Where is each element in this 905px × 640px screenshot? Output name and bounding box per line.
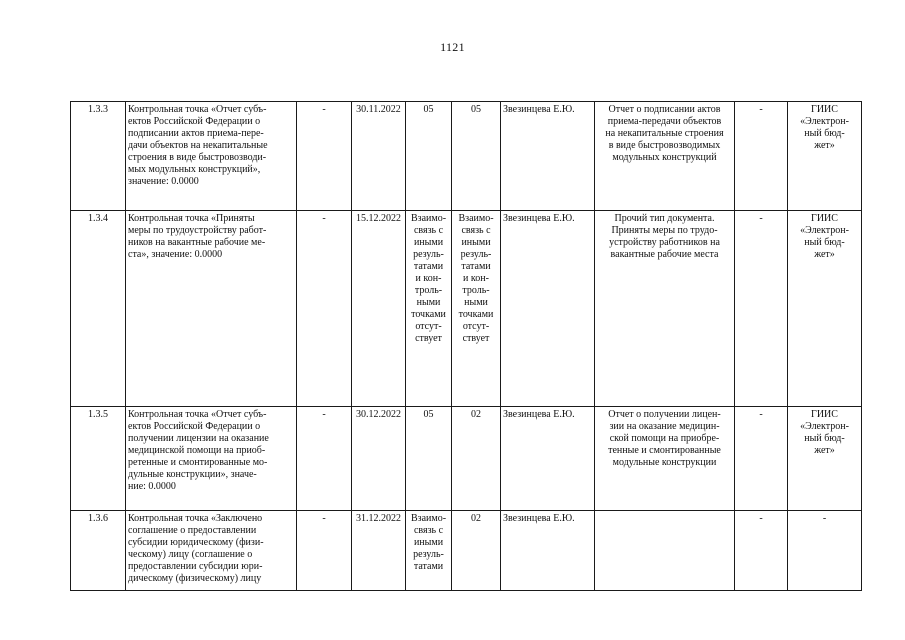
responsible-person: Звезинцева Е.Ю. — [501, 511, 595, 591]
information-system: - — [788, 511, 862, 591]
table-row — [71, 511, 862, 591]
row-number: 1.3.3 — [71, 102, 126, 211]
date-cell: 30.12.2022 — [352, 407, 406, 511]
document-type: Отчет о подписании актов приема-передачи объектов на некапитальные строения в виде быстровозводимых модульных конструкций — [595, 102, 735, 211]
dash-cell-2: - — [735, 211, 788, 407]
information-system: ГИИС «Электрон- ный бюд- жет» — [788, 211, 862, 407]
page-number: 1121 — [440, 40, 465, 54]
dash-cell: - — [297, 211, 352, 407]
document-type: Отчет о получении лицен- зии на оказание медицин- ской помощи на приобре- тенные и смонтированные модульные конструкции — [595, 407, 735, 511]
dash-cell: - — [297, 407, 352, 511]
relation-cell-b: 02 — [452, 511, 501, 591]
information-system: ГИИС «Электрон- ный бюд- жет» — [788, 407, 862, 511]
document-type — [595, 511, 735, 591]
dash-cell-2: - — [735, 407, 788, 511]
dash-cell: - — [297, 102, 352, 211]
row-number: 1.3.6 — [71, 511, 126, 591]
responsible-person: Звезинцева Е.Ю. — [501, 102, 595, 211]
date-cell: 15.12.2022 — [352, 211, 406, 407]
relation-cell-a: Взаимо- связь с иными резуль- татами и кон- троль- ными точками отсут- ствует — [406, 211, 452, 407]
date-cell: 31.12.2022 — [352, 511, 406, 591]
relation-cell-a: Взаимо- связь с иными резуль- татами — [406, 511, 452, 591]
responsible-person: Звезинцева Е.Ю. — [501, 407, 595, 511]
control-point-name: Контрольная точка «Отчет субъ- ектов Российской Федерации о подписании актов приема-пере- дачи объектов на некапитальные строения в виде быстровозводи- мых модульных конструкций», значение: 0.0000 — [126, 102, 297, 211]
relation-cell-b: Взаимо- связь с иными резуль- татами и кон- троль- ными точками отсут- ствует — [452, 211, 501, 407]
relation-cell-b: 02 — [452, 407, 501, 511]
date-cell: 30.11.2022 — [352, 102, 406, 211]
relation-cell-a: 05 — [406, 407, 452, 511]
document-type: Прочий тип документа. Приняты меры по трудо- устройству работников на вакантные рабочие места — [595, 211, 735, 407]
relation-cell-b: 05 — [452, 102, 501, 211]
control-point-name: Контрольная точка «Заключено соглашение о предоставлении субсидии юридическому (физи- ческому) лицу (соглашение о предоставлении субсидии юри- дическому (физическому) лицу — [126, 511, 297, 591]
row-number: 1.3.5 — [71, 407, 126, 511]
control-points-table — [70, 101, 862, 591]
responsible-person: Звезинцева Е.Ю. — [501, 211, 595, 407]
dash-cell-2: - — [735, 511, 788, 591]
relation-cell-a: 05 — [406, 102, 452, 211]
dash-cell-2: - — [735, 102, 788, 211]
control-point-name: Контрольная точка «Отчет субъ- ектов Российской Федерации о получении лицензии на оказание медицинской помощи на приоб- ретенные и смонтированные мо- дульные конструкции», значе- ние: 0.0000 — [126, 407, 297, 511]
row-number: 1.3.4 — [71, 211, 126, 407]
table-row — [71, 102, 862, 211]
control-point-name: Контрольная точка «Приняты меры по трудоустройству работ- ников на вакантные рабочие ме- ста», значение: 0.0000 — [126, 211, 297, 407]
table-row — [71, 211, 862, 407]
information-system: ГИИС «Электрон- ный бюд- жет» — [788, 102, 862, 211]
dash-cell: - — [297, 511, 352, 591]
table-row — [71, 407, 862, 511]
